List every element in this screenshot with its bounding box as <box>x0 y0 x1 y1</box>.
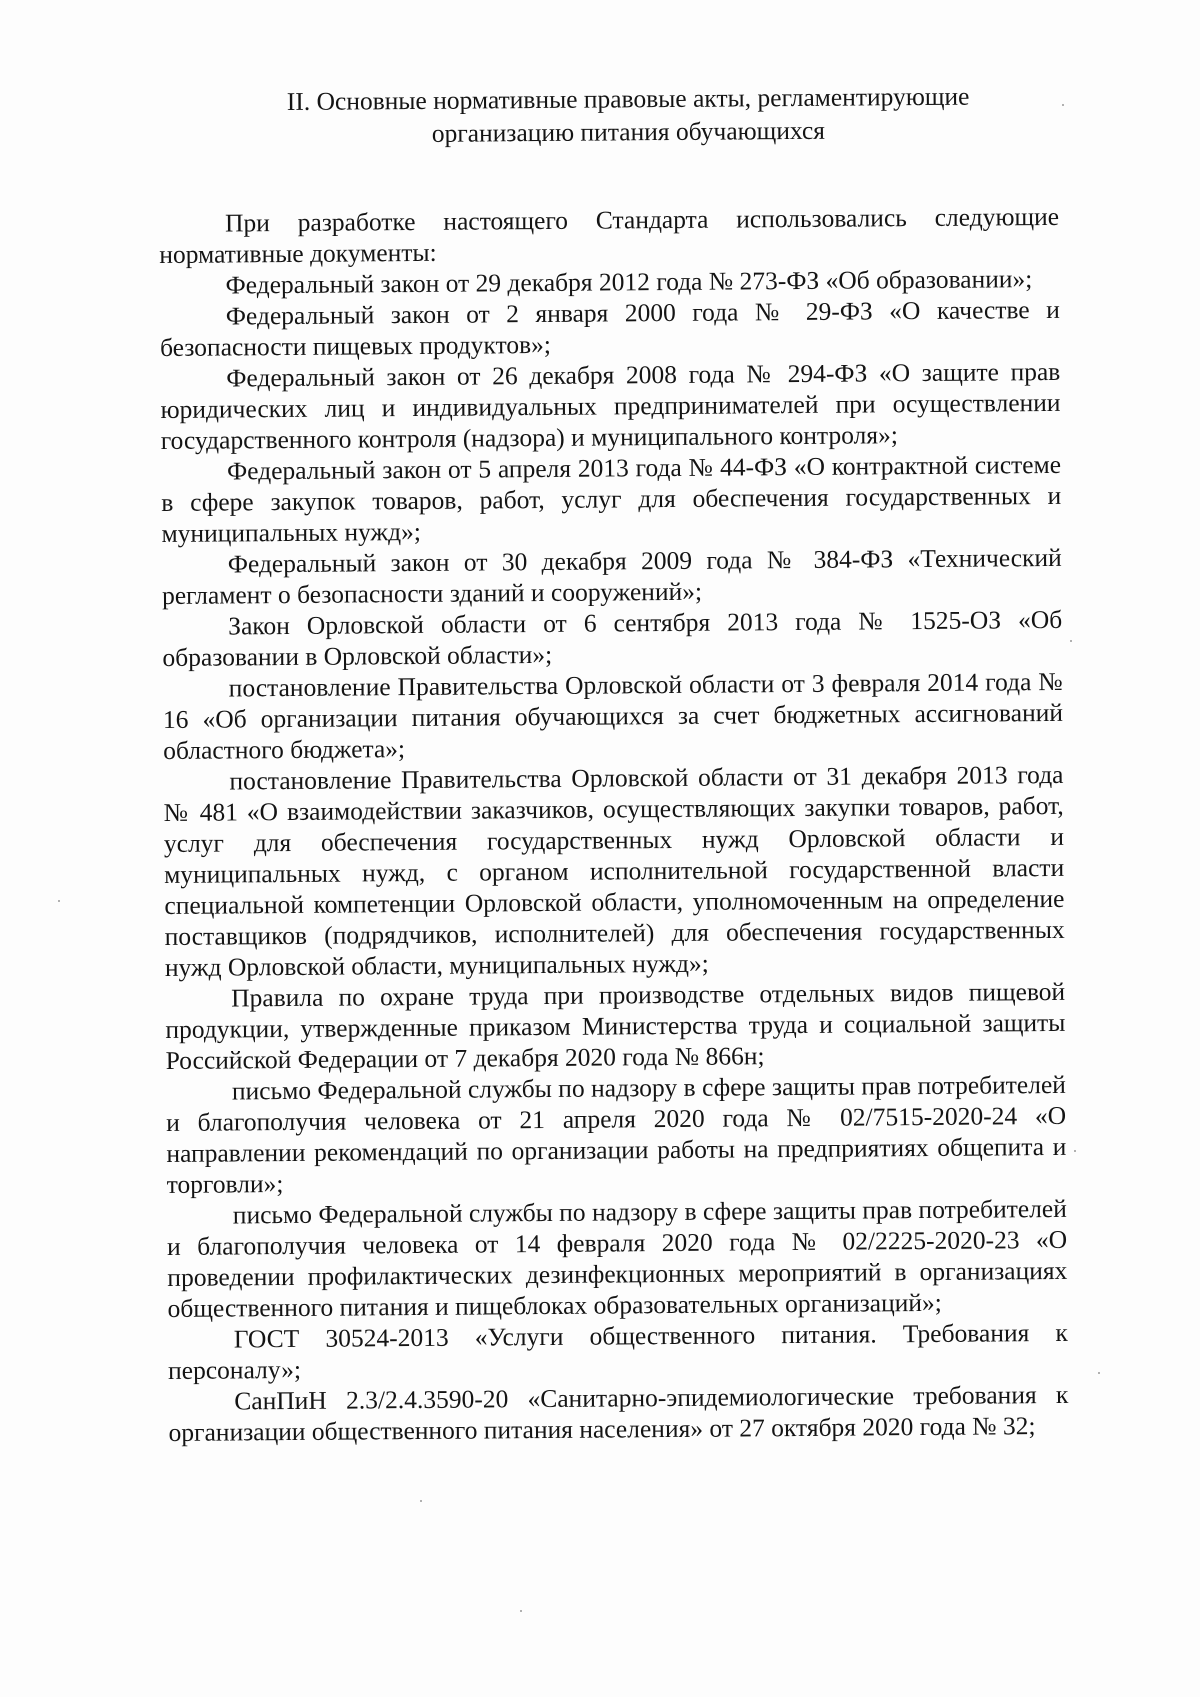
scan-speck <box>1098 1372 1100 1374</box>
paragraph-law-29: Федеральный закон от 2 января 2000 года № 29-ФЗ «О качестве и безопасности пищевых продуктов»; <box>159 294 1060 362</box>
scan-speck <box>1070 640 1072 642</box>
paragraph-law-384: Федеральный закон от 30 декабря 2009 года № 384-ФЗ «Технический регламент о безопасности зданий и сооружений»; <box>161 542 1062 610</box>
paragraph-law-294: Федеральный закон от 26 декабря 2008 года № 294-ФЗ «О защите прав юридических лиц и индивидуальных предпринимателей при осуществлении государственного контроля (надзора) и муниципального контроля»; <box>160 356 1061 455</box>
paragraph-resolution-16: постановление Правительства Орловской области от 3 февраля 2014 года № 16 «Об организации питания обучающихся за счет бюджетных ассигнований областного бюджета»; <box>162 666 1064 765</box>
paragraph-sanpin: СанПиН 2.3/2.4.3590-20 «Санитарно-эпидемиологические требования к организации общественного питания населения» от 27 октября 2020 года № 32; <box>168 1379 1069 1447</box>
paragraph-law-44: Федеральный закон от 5 апреля 2013 года № 44-ФЗ «О контрактной системе в сфере закупок товаров, работ, услуг для обеспечения государственных и муниципальных нужд»; <box>161 449 1062 548</box>
section-heading-line-2: организацию питания обучающихся <box>431 115 826 148</box>
section-heading <box>158 79 1058 152</box>
paragraph-letter-7515: письмо Федеральной службы по надзору в сфере защиты прав потребителей и благополучия человека от 21 апреля 2020 года № 02/7515-2020-24 «О направлении рекомендаций по организации работы на предприятиях общепита и торговли»; <box>166 1069 1067 1199</box>
scan-speck <box>420 1500 422 1502</box>
document-body <box>158 79 1069 1448</box>
paragraph-gost: ГОСТ 30524-2013 «Услуги общественного питания. Требования к персоналу»; <box>167 1317 1068 1385</box>
scan-speck <box>58 900 60 902</box>
paragraph-resolution-481: постановление Правительства Орловской области от 31 декабря 2013 года № 481 «О взаимодействии заказчиков, осуществляющих закупки товаров, работ, услуг для обеспечения государственных нужд Орловской области и муниципальных нужд, с органом исполнительной государственной власти специальной компетенции Орловской области, уполномоченным на определение поставщиков (подрядчиков, исполнителей) для обеспечения государственных нужд Орловской области, муниципальных нужд»; <box>163 759 1065 982</box>
paragraph-intro: При разработке настоящего Стандарта использовались следующие нормативные документы: <box>159 201 1060 269</box>
section-heading-line-1: II. Основные нормативные правовые акты, регламентирующие <box>286 81 970 116</box>
paragraph-law-1525: Закон Орловской области от 6 сентября 2013 года № 1525-ОЗ «Об образовании в Орловской области»; <box>162 604 1063 672</box>
paragraph-letter-2225: письмо Федеральной службы по надзору в сфере защиты прав потребителей и благополучия человека от 14 февраля 2020 года № 02/2225-2020-23 «О проведении профилактических дезинфекционных мероприятий в организациях общественного питания и пищеблоках образовательных организаций»; <box>167 1193 1068 1323</box>
paragraph-labor-rules: Правила по охране труда при производстве отдельных видов пищевой продукции, утвержденные приказом Министерства труда и социальной защиты Российской Федерации от 7 декабря 2020 года № 866н; <box>165 976 1066 1075</box>
scan-speck <box>1074 1150 1076 1152</box>
paragraph-law-273: Федеральный закон от 29 декабря 2012 года № 273-ФЗ «Об образовании»; <box>225 264 1033 300</box>
scan-speck <box>520 1610 522 1612</box>
scan-speck <box>1062 104 1064 106</box>
